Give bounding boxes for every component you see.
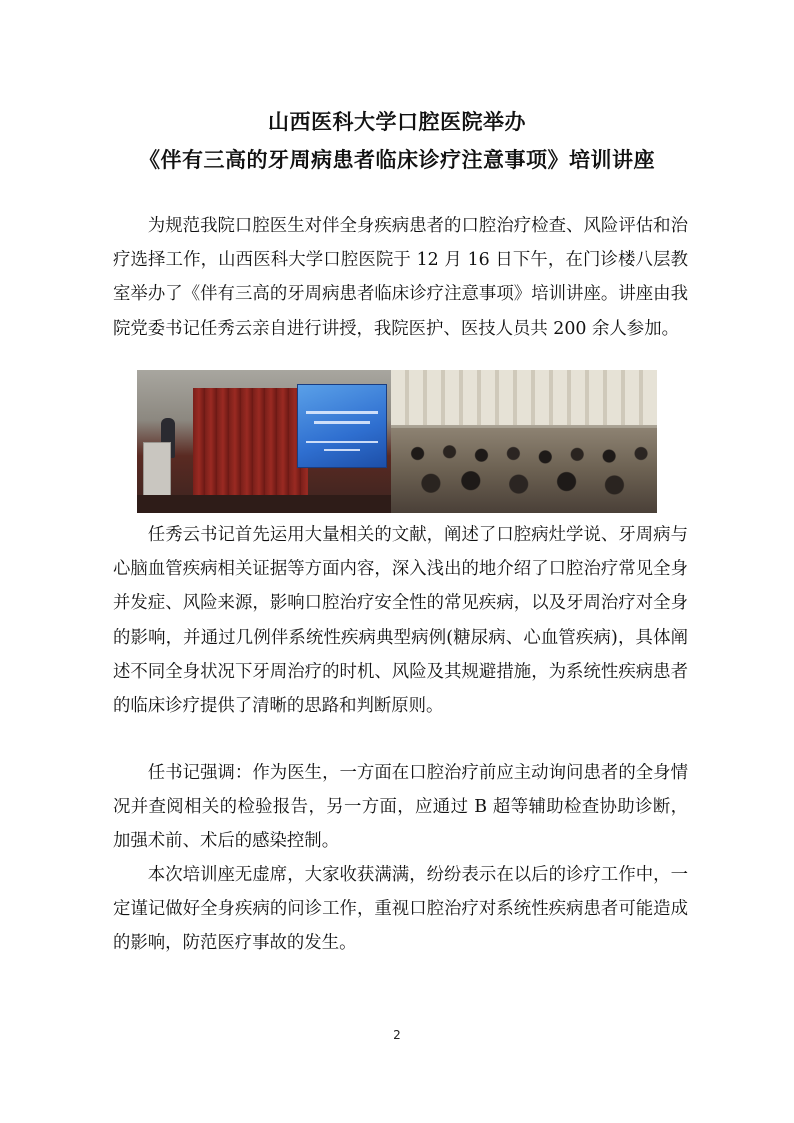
ceiling-lights <box>391 370 657 425</box>
title-line-1: 山西医科大学口腔医院举办 <box>268 110 526 134</box>
stage-floor <box>137 495 391 513</box>
screen-text-line <box>306 441 378 443</box>
paragraph-conclusion: 本次培训座无虚席，大家收获满满，纷纷表示在以后的诊疗工作中，一定谨记做好全身疾病的问诊工作，重视口腔治疗对系统性疾病患者可能造成的影响，防范医疗事故的发生。 <box>113 865 688 954</box>
lecture-stage-photo <box>137 370 391 513</box>
page-number: 2 <box>393 1028 401 1042</box>
paragraph-emphasis: 任书记强调：作为医生，一方面在口腔治疗前应主动询问患者的全身情况并查阅相关的检验报告，另一方面，应通过 B 超等辅助检查协助诊断，加强术前、术后的感染控制。 <box>113 763 688 852</box>
photo-row <box>137 370 657 513</box>
screen-text-line <box>306 411 378 414</box>
projection-screen <box>297 384 387 468</box>
audience-photo <box>391 370 657 513</box>
title-line-2: 《伴有三高的牙周病患者临床诊疗注意事项》培训讲座 <box>139 148 655 172</box>
screen-text-line <box>314 421 370 424</box>
audience-crowd <box>391 428 657 513</box>
paragraph-intro: 为规范我院口腔医生对伴全身疾病患者的口腔治疗检查、风险评估和治疗选择工作，山西医科大学口腔医院于 12 月 16 日下午，在门诊楼八层教室举办了《伴有三高的牙周病患者临床诊疗注意事项》培训讲座。讲座由我院党委书记任秀云亲自进行讲授，我院医护、医技人员共 200 余人参加。 <box>113 216 688 339</box>
screen-text-line <box>324 449 360 451</box>
paragraph-content: 任秀云书记首先运用大量相关的文献，阐述了口腔病灶学说、牙周病与心脑血管疾病相关证据等方面内容，深入浅出的地介绍了口腔治疗常见全身并发症、风险来源，影响口腔治疗安全性的常见疾病，以及牙周治疗对全身的影响，并通过几例伴系统性疾病典型病例(糖尿病、心血管疾病)，具体阐述不同全身状况下牙周治疗的时机、风险及其规避措施，为系统性疾病患者的临床诊疗提供了清晰的思路和判断原则。 <box>113 525 688 717</box>
